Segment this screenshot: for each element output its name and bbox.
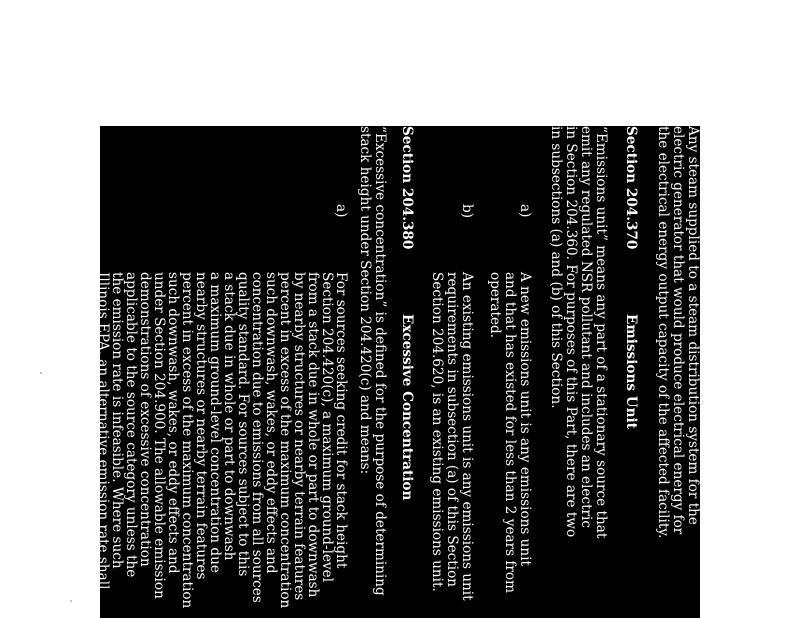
section-title: Excessive Concentration [399, 314, 415, 501]
subsection-line: such downwash, wakes, or eddy effects and [263, 272, 279, 574]
intro-line: electric generator that would produce electrical energy for [670, 126, 686, 535]
subsection-line: For sources seeking credit for increases in [67, 272, 83, 567]
scan-speck [70, 600, 72, 602]
subsection-line: requirements in subsection (a) of this Section [444, 272, 460, 588]
subsection-line: A new emissions unit is any emissions unit [517, 272, 533, 566]
subsection-line: quality standard. For sources subject to this [235, 272, 251, 577]
definition-line: stack height under Section 204.420(c) and means: [357, 126, 373, 475]
subsection-line: applicable to the source category unless the [123, 272, 139, 578]
scanned-page [25, 126, 701, 618]
subsection-line: such downwash, wakes, or eddy effects and [165, 272, 181, 574]
subsection-line: established under Section 204.420(b), either [53, 272, 69, 582]
definition-line: “Emissions unit” means any part of a stationary source that [593, 126, 609, 539]
subsection-line: Section 204.620, is an existing emissions unit. [429, 272, 445, 592]
section-title: Emissions Unit [623, 314, 639, 429]
subsection-line: a stack due in whole or part to downwash [221, 272, 237, 561]
subsection-line: Illinois EPA, an alternative emission rate shall [95, 272, 111, 590]
subsection-line: demonstrations of excessive concentration [137, 272, 153, 567]
definition-line: in subsections (a) and (b) of this Section. [548, 126, 564, 409]
subsection-line: under Section 204.900. The allowable emission [151, 272, 167, 599]
page-number: 15 [25, 530, 41, 550]
definition-line: “Excessive concentration” is defined for the purpose of determining [372, 126, 388, 596]
section-heading: Section 204.370 [623, 126, 639, 250]
subsection-line: Section 204.420(c), a maximum ground-level [319, 272, 335, 583]
scan-speck [40, 372, 42, 374]
rotated-page-content [25, 126, 701, 618]
subsection-line: An existing emissions unit is any emissions unit [459, 272, 475, 601]
subsection-line: from a stack due in whole or part to downwash [305, 272, 321, 598]
subsection-line: percent in excess of the maximum concentration [277, 272, 293, 609]
subsection-line: and that has existed for less than 2 years from [502, 272, 518, 594]
subsection-label: b) [67, 204, 83, 219]
intro-line: the electrical energy output capacity of the affected facility. [655, 126, 671, 539]
subsection-line: by nearby structures or nearby terrain features [291, 272, 307, 601]
section-heading: Section 204.380 [399, 126, 415, 250]
subsection-line: operated. [487, 272, 503, 339]
intro-line: Any steam supplied to a steam distribution system for the [685, 126, 701, 525]
subsection-line: concentration due to emissions from all sources [249, 272, 265, 603]
definition-line: emit any regulated NSR pollutant and includes an electric [578, 126, 594, 529]
definition-line: in Section 204.360. For purposes of this Part, there are two [563, 126, 579, 538]
subsection-line: nearby structures or nearby terrain features [193, 272, 209, 580]
subsection-line: For sources seeking credit for stack height [333, 272, 349, 569]
subsection-label: a) [517, 204, 533, 218]
subsection-line: the source owner or operator. [81, 272, 97, 478]
subsection-line: a maximum ground-level concentration due [207, 272, 223, 573]
subsection-label: a) [333, 204, 349, 218]
subsection-line: percent in excess of the maximum concentration [179, 272, 195, 609]
subsection-line: the emission rate is infeasible. Where such [109, 272, 125, 569]
subsection-label: b) [459, 204, 475, 219]
